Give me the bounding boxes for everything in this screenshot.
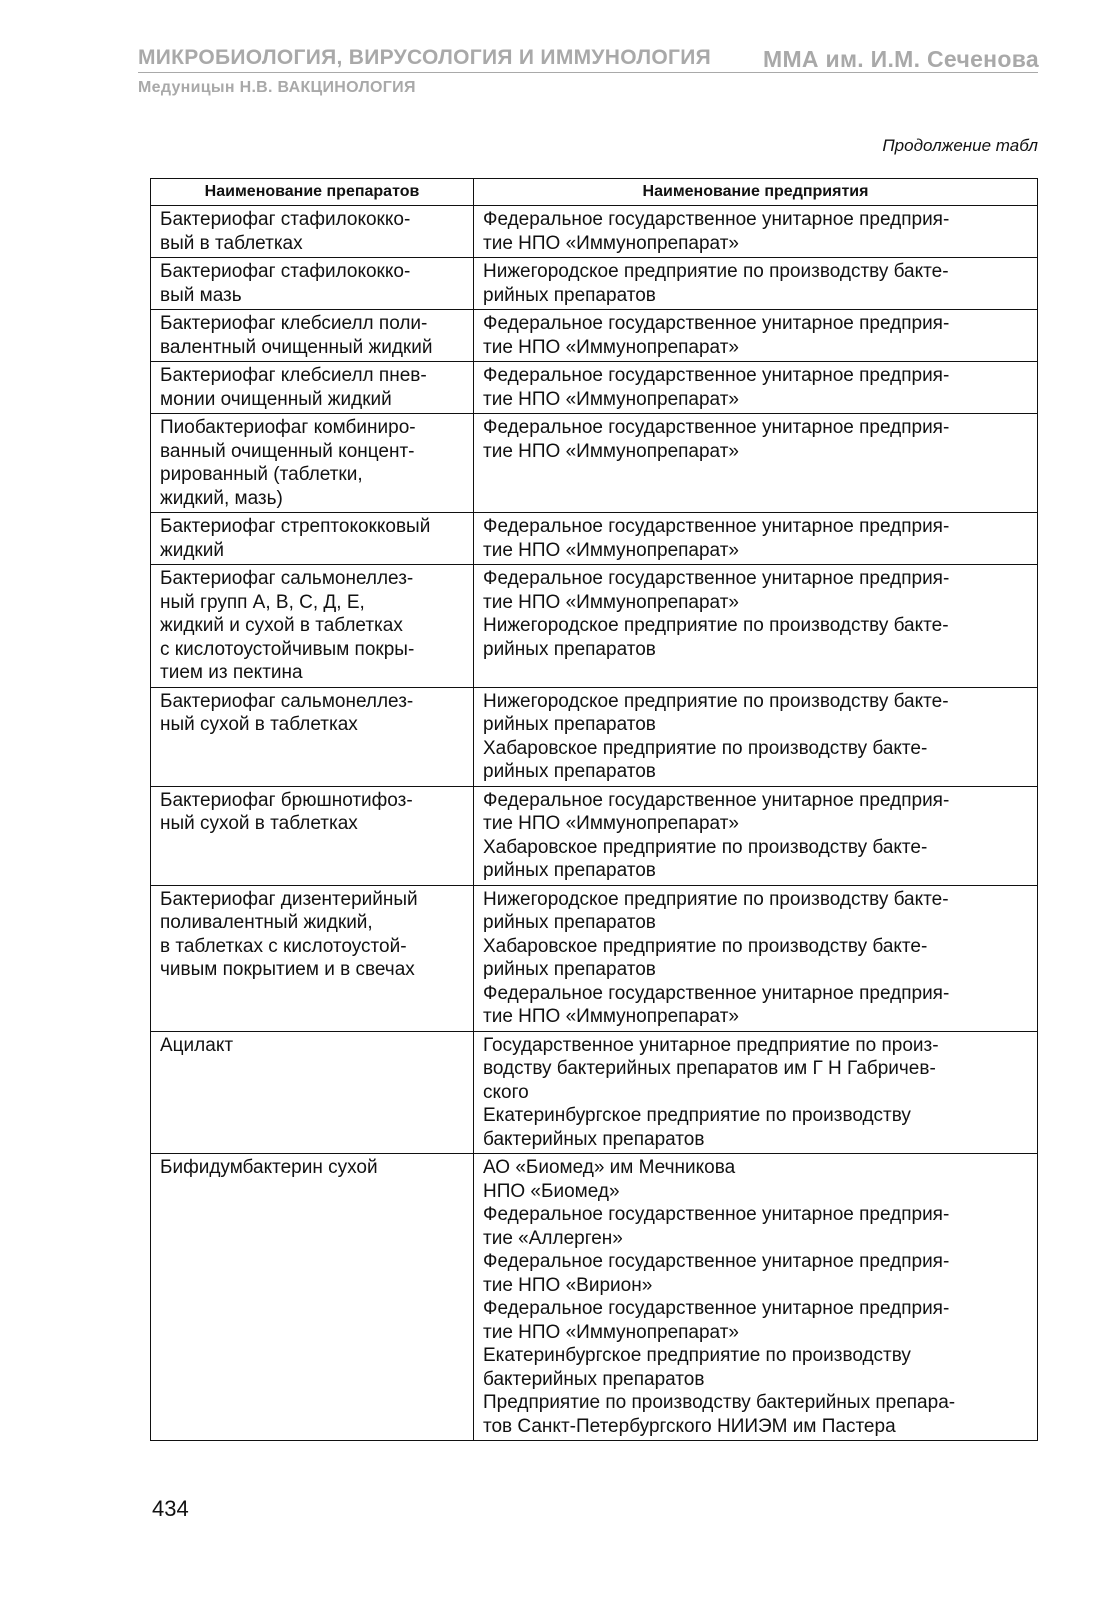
producer-text-line: Нижегородское предприятие по производству бакте-: [483, 888, 949, 910]
table-row: [151, 258, 1038, 310]
producer-text-line: Хабаровское предприятие по производству бакте-: [483, 836, 928, 858]
drug-text-line: Бактериофаг дизентерийный: [160, 888, 418, 910]
drug-text-line: валентный очищенный жидкий: [160, 336, 433, 358]
producer-text-line: Нижегородское предприятие по производству бакте-: [483, 615, 949, 636]
table-row: [151, 885, 1038, 1031]
producer-text-line: Федеральное государственное унитарное предприя-: [483, 1204, 950, 1225]
producer-text-line: Федеральное государственное унитарное предприя-: [483, 1298, 950, 1319]
producer-text-line: Федеральное государственное унитарное предприя-: [483, 982, 950, 1004]
producer-cell: [474, 1031, 1038, 1154]
producer-text-line: тие НПО «Иммунопрепарат»: [483, 1006, 739, 1027]
producer-text-line: Федеральное государственное унитарное предприя-: [483, 1251, 950, 1272]
producer-text-line: Федеральное государственное унитарное предприя-: [483, 789, 950, 811]
producer-text-line: тие НПО «Иммунопрепарат»: [483, 813, 739, 834]
header-institution: ММА им. И.М. Сеченова: [763, 46, 1039, 72]
header-divider: [138, 72, 1038, 73]
producer-text-line: Федеральное государственное унитарное предприя-: [483, 209, 950, 230]
drug-cell: [151, 885, 474, 1031]
producer-cell: [474, 786, 1038, 885]
drug-text-line: вый мазь: [160, 284, 242, 306]
preparations-table: [150, 178, 1038, 1441]
table-row: [151, 310, 1038, 362]
drug-cell: [151, 565, 474, 688]
producer-text-line: тие НПО «Иммунопрепарат»: [483, 336, 739, 358]
drug-text-line: Бактериофаг брюшнотифоз-: [160, 789, 413, 811]
drug-cell: [151, 1031, 474, 1154]
producer-text-line: ского: [483, 1081, 529, 1103]
producer-text-line: Нижегородское предприятие по производству бакте-: [483, 690, 949, 712]
drug-cell: [151, 258, 474, 310]
drug-text-line: в таблетках с кислотоустой-: [160, 935, 407, 957]
producer-text-line: Хабаровское предприятие по производству бакте-: [483, 737, 928, 759]
producer-cell: [474, 362, 1038, 414]
drug-cell: [151, 206, 474, 258]
producer-text-line: рийных препаратов: [483, 284, 656, 306]
producer-text-line: бактерийных препаратов: [483, 1368, 705, 1390]
drug-text-line: ный групп А, В, С, Д, Е,: [160, 591, 365, 613]
drug-cell: [151, 310, 474, 362]
header-subtitle: Медуницын Н.В. ВАКЦИНОЛОГИЯ: [138, 79, 416, 96]
table-row: [151, 513, 1038, 565]
drug-text-line: Бактериофаг стрептококковый: [160, 516, 431, 537]
producer-text-line: Федеральное государственное унитарное предприя-: [483, 365, 950, 386]
producer-text-line: Екатеринбургское предприятие по производству: [483, 1105, 911, 1126]
producer-text-line: тие НПО «Иммунопрепарат»: [483, 1321, 739, 1343]
table-row: [151, 687, 1038, 786]
producer-cell: [474, 310, 1038, 362]
producer-text-line: Предприятие по производству бактерийных препара-: [483, 1392, 956, 1413]
table-header-row: [151, 179, 1038, 206]
producer-text-line: тие НПО «Иммунопрепарат»: [483, 388, 739, 410]
producer-text-line: Федеральное государственное унитарное предприя-: [483, 516, 950, 537]
drug-text-line: Бактериофаг стафилококко-: [160, 209, 411, 230]
producer-text-line: рийных препаратов: [483, 860, 656, 881]
producer-text-line: Федеральное государственное унитарное предприя-: [483, 568, 950, 589]
drug-text-line: жидкий и сухой в таблетках: [160, 615, 403, 636]
drug-text-line: с кислотоустойчивым покры-: [160, 638, 415, 660]
drug-text-line: поливалентный жидкий,: [160, 912, 373, 933]
drug-cell: [151, 414, 474, 513]
drug-text-line: ванный очищенный концент-: [160, 440, 415, 462]
drug-text-line: Бактериофаг сальмонеллез-: [160, 568, 414, 589]
drug-text-line: Ацилакт: [160, 1034, 234, 1056]
drug-text-line: Пиобактериофаг комбиниро-: [160, 417, 416, 438]
column-header-drug: Наименование препаратов: [151, 179, 474, 206]
drug-text-line: тием из пектина: [160, 662, 303, 683]
drug-cell: [151, 513, 474, 565]
producer-text-line: Екатеринбургское предприятие по производству: [483, 1345, 911, 1366]
producer-text-line: НПО «Биомед»: [483, 1180, 620, 1202]
drug-text-line: Бифидумбактерин сухой: [160, 1157, 378, 1178]
drug-text-line: жидкий: [160, 539, 224, 561]
drug-text-line: ный сухой в таблетках: [160, 813, 358, 834]
producer-text-line: рийных препаратов: [483, 638, 656, 660]
producer-cell: [474, 1154, 1038, 1441]
table-row: [151, 362, 1038, 414]
table-row: [151, 1154, 1038, 1441]
drug-cell: [151, 687, 474, 786]
page-number: 434: [152, 1496, 189, 1521]
producer-text-line: водству бактерийных препаратов им Г Н Габричев-: [483, 1058, 936, 1079]
drug-cell: [151, 362, 474, 414]
producer-text-line: рийных препаратов: [483, 912, 656, 933]
producer-text-line: Государственное унитарное предприятие по произ-: [483, 1034, 939, 1056]
table-row: [151, 414, 1038, 513]
producer-text-line: рийных препаратов: [483, 959, 656, 980]
drug-text-line: жидкий, мазь): [160, 487, 283, 509]
producer-text-line: тие НПО «Вирион»: [483, 1274, 653, 1296]
drug-text-line: Бактериофаг стафилококко-: [160, 261, 411, 282]
producer-cell: [474, 414, 1038, 513]
drug-text-line: чивым покрытием и в свечах: [160, 959, 415, 980]
drug-text-line: вый в таблетках: [160, 232, 303, 254]
producer-text-line: бактерийных препаратов: [483, 1128, 705, 1150]
producer-text-line: тов Санкт-Петербургского НИИЭМ им Пастера: [483, 1415, 896, 1437]
producer-text-line: тие НПО «Иммунопрепарат»: [483, 232, 739, 254]
producer-cell: [474, 206, 1038, 258]
producer-cell: [474, 565, 1038, 688]
drug-text-line: Бактериофаг клебсиелл пнев-: [160, 365, 427, 386]
producer-text-line: рийных препаратов: [483, 714, 656, 735]
producer-cell: [474, 513, 1038, 565]
producer-text-line: Хабаровское предприятие по производству бакте-: [483, 935, 928, 957]
producer-text-line: рийных препаратов: [483, 761, 656, 782]
producer-text-line: тие НПО «Иммунопрепарат»: [483, 440, 739, 462]
producer-cell: [474, 687, 1038, 786]
producer-text-line: тие НПО «Иммунопрепарат»: [483, 539, 739, 561]
drug-text-line: ный сухой в таблетках: [160, 714, 358, 735]
drug-text-line: монии очищенный жидкий: [160, 388, 392, 410]
drug-text-line: рированный (таблетки,: [160, 464, 363, 485]
producer-text-line: Нижегородское предприятие по производству бакте-: [483, 261, 949, 282]
table-row: [151, 786, 1038, 885]
producer-text-line: тие НПО «Иммунопрепарат»: [483, 591, 739, 613]
column-header-producer: Наименование предприятия: [474, 179, 1038, 206]
drug-text-line: Бактериофаг клебсиелл поли-: [160, 313, 428, 334]
table-body: [151, 206, 1038, 1441]
producer-text-line: АО «Биомед» им Мечникова: [483, 1157, 736, 1178]
producer-cell: [474, 258, 1038, 310]
drug-cell: [151, 786, 474, 885]
producer-cell: [474, 885, 1038, 1031]
producer-text-line: тие «Аллерген»: [483, 1227, 623, 1249]
drug-text-line: Бактериофаг сальмонеллез-: [160, 690, 414, 712]
drug-cell: [151, 1154, 474, 1441]
producer-text-line: Федеральное государственное унитарное предприя-: [483, 417, 950, 438]
producer-text-line: Федеральное государственное унитарное предприя-: [483, 313, 950, 334]
table-row: [151, 565, 1038, 688]
table-row: [151, 206, 1038, 258]
table-row: [151, 1031, 1038, 1154]
header-book-title: МИКРОБИОЛОГИЯ, ВИРУСОЛОГИЯ И ИММУНОЛОГИЯ: [138, 46, 712, 69]
table-continuation-label: Продолжение табл: [882, 136, 1038, 155]
